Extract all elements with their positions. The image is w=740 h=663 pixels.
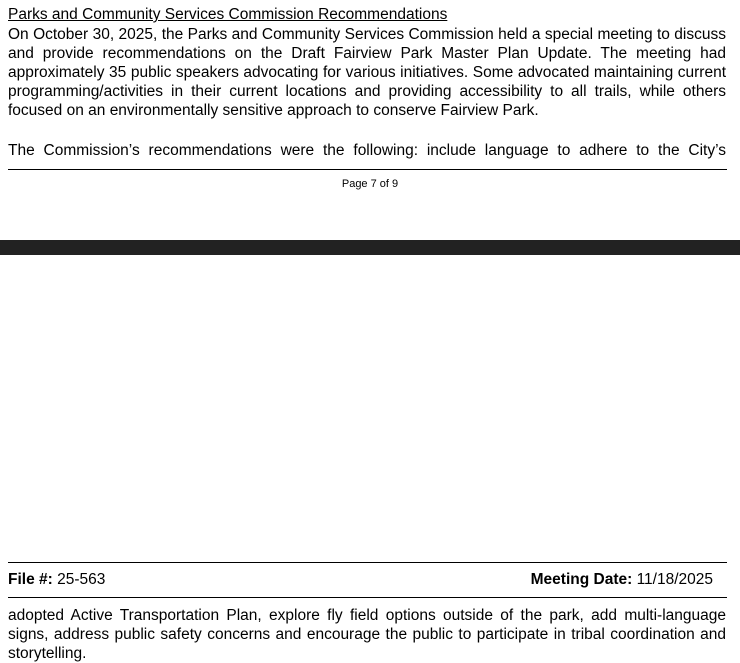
header-divider-bottom bbox=[8, 597, 727, 598]
file-number bbox=[8, 571, 105, 589]
meeting-date-label: Meeting Date: bbox=[530, 571, 633, 588]
footer-divider bbox=[8, 169, 727, 170]
meeting-date bbox=[531, 571, 713, 589]
body-paragraph-continued: adopted Active Transportation Plan, explore fly field options outside of the park, add multi-language signs, address public safety concerns and encourage the public to participate in tribal coordination and storytelling. bbox=[8, 607, 726, 662]
file-number-label: File #: bbox=[8, 571, 53, 588]
page-number: Page 7 of 9 bbox=[341, 178, 399, 190]
page-break-separator bbox=[0, 240, 740, 255]
file-number-value: 25-563 bbox=[52, 571, 106, 588]
document-page-bottom bbox=[0, 255, 740, 662]
body-paragraph: The Commission’s recommendations were the following: include language to adhere to the City’s bbox=[8, 142, 726, 159]
document-page-top bbox=[0, 0, 740, 240]
meeting-date-value: 11/18/2025 bbox=[632, 571, 713, 588]
header-divider-top bbox=[8, 562, 727, 563]
body-paragraph: On October 30, 2025, the Parks and Community Services Commission held a special meeting to discuss and provide recommendations on the Draft Fairview Park Master Plan Update. The meeting had approximately 35 public speakers advocating for various initiatives. Some advocated maintaining current programming/activities in their current locations and providing accessibility to all trails, while others focused on an environmentally sensitive approach to conserve Fairview Park. bbox=[8, 26, 726, 119]
section-heading: Parks and Community Services Commission Recommendations bbox=[8, 6, 448, 23]
